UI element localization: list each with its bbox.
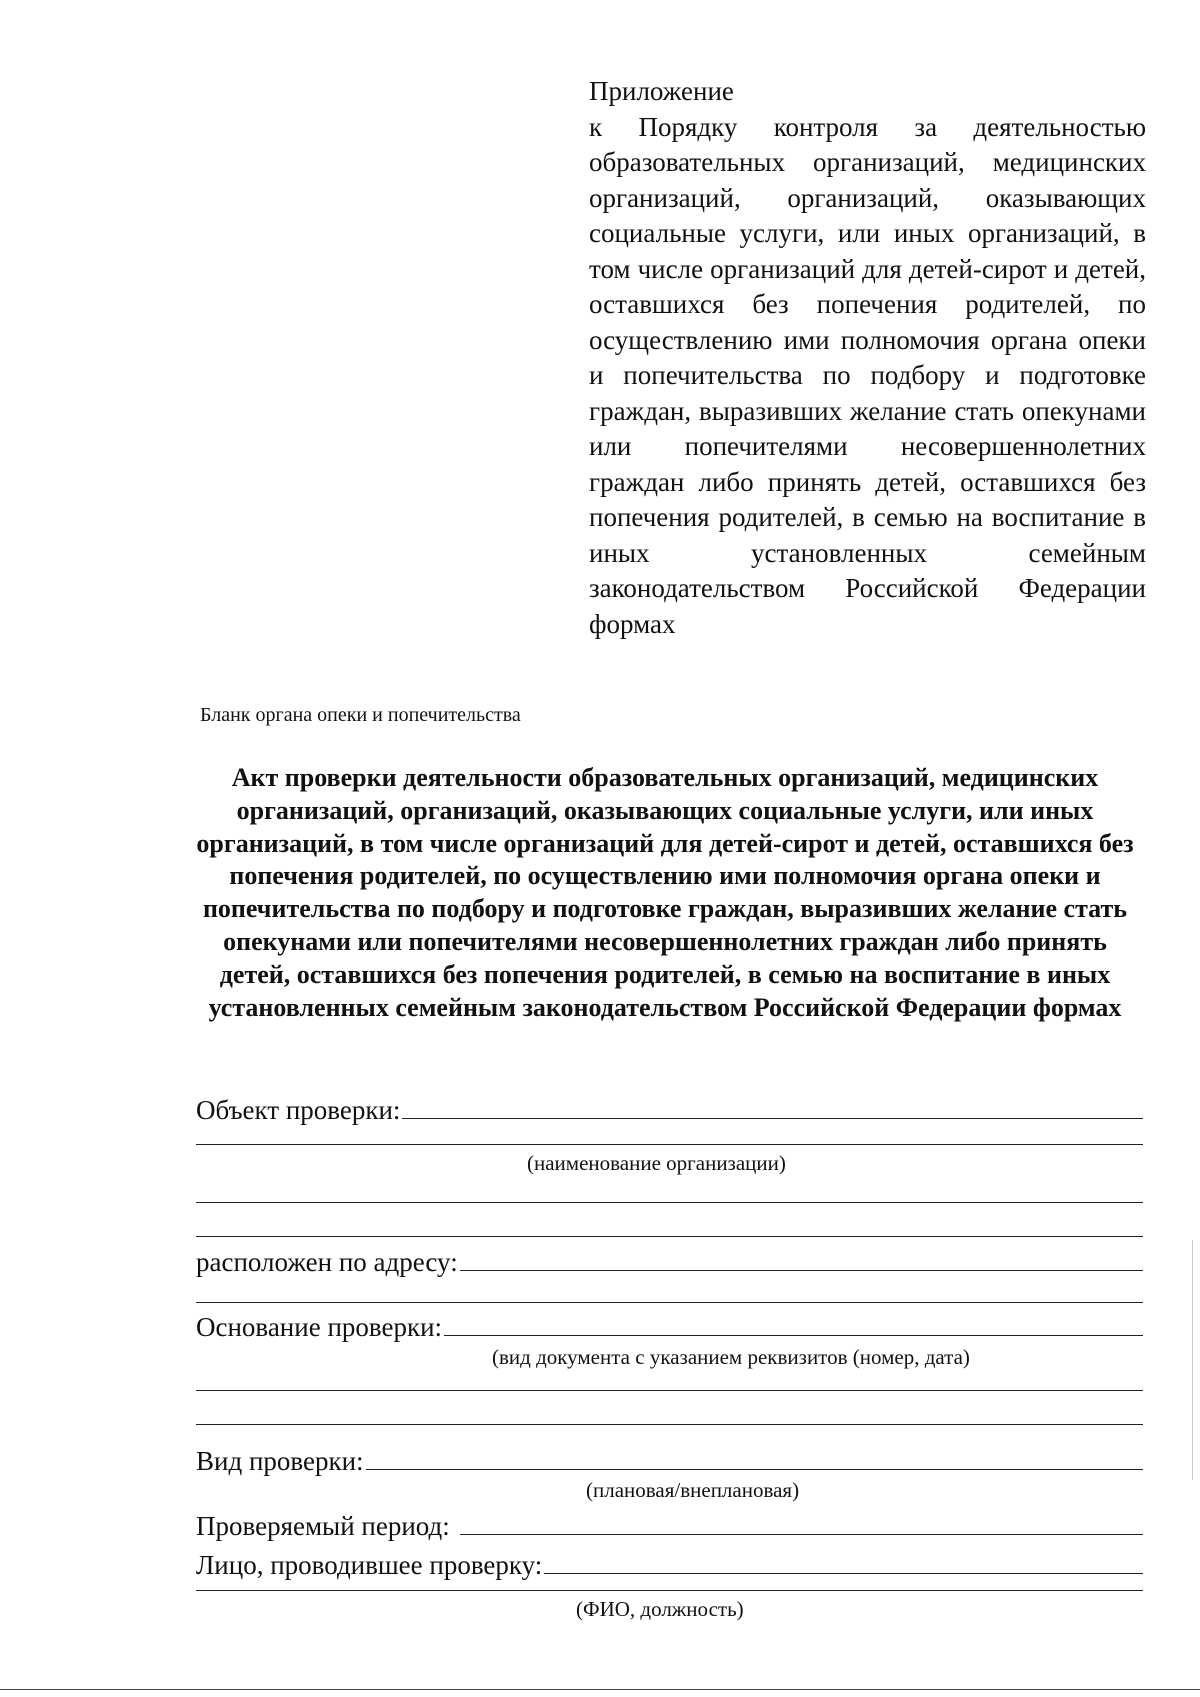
inspector-row: [196, 1540, 1143, 1580]
address-row: [196, 1237, 1143, 1277]
scan-page-edge: [0, 1689, 1200, 1690]
type-row: [196, 1436, 1143, 1476]
period-label: Проверяемый период:: [196, 1511, 450, 1541]
basis-label: Основание проверки:: [196, 1312, 443, 1342]
period-row: [196, 1501, 1143, 1541]
authority-letterhead-label: Бланк органа опеки и попечительства: [200, 704, 521, 726]
scan-right-edge: [1192, 1240, 1193, 1480]
basis-extra-line[interactable]: [196, 1390, 1143, 1391]
object-extra-line[interactable]: [196, 1202, 1143, 1203]
object-field-line[interactable]: [402, 1117, 1143, 1119]
inspector-field-line[interactable]: [544, 1572, 1143, 1574]
type-hint: (плановая/внеплановая): [586, 1478, 800, 1502]
appendix-heading: Приложение: [589, 76, 734, 106]
basis-hint: (вид документа с указанием реквизитов (номер, дата): [492, 1345, 970, 1369]
inspector-hint: (ФИО, должность): [576, 1597, 744, 1621]
type-field-line[interactable]: [366, 1468, 1143, 1470]
basis-extra-line[interactable]: [196, 1424, 1143, 1425]
object-row: [196, 1085, 1143, 1125]
type-label: Вид проверки:: [196, 1446, 364, 1476]
inspector-extra-line[interactable]: [196, 1590, 1143, 1591]
object-hint: (наименование организации): [527, 1151, 786, 1175]
appendix-block: [589, 74, 1146, 642]
address-label: расположен по адресу:: [196, 1247, 458, 1277]
basis-row: [196, 1302, 1143, 1342]
period-field-line[interactable]: [460, 1533, 1143, 1535]
address-field-line[interactable]: [460, 1269, 1143, 1271]
object-extra-line[interactable]: [196, 1144, 1143, 1145]
basis-field-line[interactable]: [444, 1334, 1143, 1336]
object-label: Объект проверки:: [196, 1095, 401, 1125]
inspector-label: Лицо, проводившее проверку:: [196, 1550, 543, 1580]
appendix-text: к Порядку контроля за деятельностью образовательных организаций, медицинских организаций, организаций, оказывающих социальные услуги, или иных организаций, в том числе организаций для детей-сирот и детей, оставшихся без попечения родителей, по осуществлению ими полномочия органа опеки и попечительства по подбору и подготовке граждан, выразивших желание стать опекунами или попечителями несовершеннолетних граждан либо принять детей, оставшихся без попечения родителей, в семью на воспитание в иных установленных семейным законодательством Российской Федерации формах: [589, 111, 1146, 639]
document-title: Акт проверки деятельности образовательных организаций, медицинских организаций, организаций, оказывающих социальные услуги, или иных организаций, в том числе организаций для детей-сирот и детей, оставшихся без попечения родителей, по осуществлению ими полномочия органа опеки и попечительства по подбору и подготовке граждан, выразивших желание стать опекунами или попечителями несовершеннолетних граждан либо принять детей, оставшихся без попечения родителей, в семью на воспитание в иных установленных семейным законодательством Российской Федерации формах: [196, 763, 1134, 1022]
